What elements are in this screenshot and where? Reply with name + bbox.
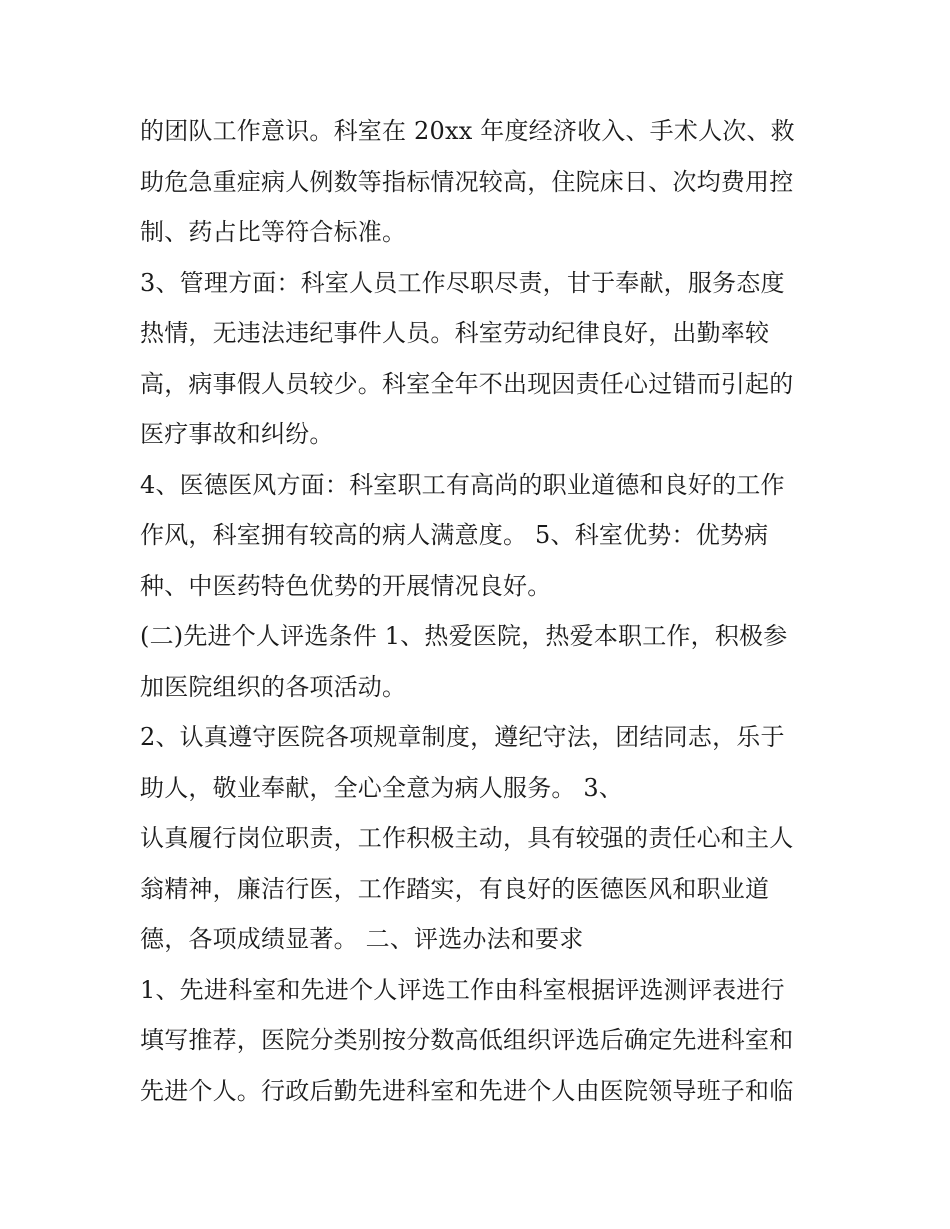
text-line: 1、先进科室和先进个人评选工作由科室根据评选测评表进行 <box>140 975 785 1004</box>
text-line: 翁精神，廉洁行医，工作踏实，有良好的医德医风和职业道 <box>140 874 770 903</box>
text-line: 助人，敬业奉献，全心全意为病人服务。 3、 <box>140 773 624 802</box>
text-line: 填写推荐，医院分类别按分数高低组织评选后确定先进科室和 <box>140 1026 794 1054</box>
text-line: 助危急重症病人例数等指标情况较高，住院床日、次均费用控 <box>140 167 794 196</box>
text-line: 高，病事假人员较少。科室全年不出现因责任心过错而引起的 <box>140 369 794 398</box>
document-body <box>140 106 820 1116</box>
text-line: 加医院组织的各项活动。 <box>140 672 407 701</box>
text-line: 医疗事故和纠纷。 <box>140 420 334 448</box>
text-line: 种、中医药特色优势的开展情况良好。 <box>140 571 552 600</box>
text-line: 认真履行岗位职责，工作积极主动，具有较强的责任心和主人 <box>140 824 794 852</box>
text-line: 德，各项成绩显著。 二、评选办法和要求 <box>140 925 584 953</box>
text-line: 3、管理方面：科室人员工作尽职尽责，甘于奉献，服务态度 <box>140 268 785 297</box>
text-line: 热情，无违法违纪事件人员。科室劳动纪律良好，出勤率较 <box>140 319 770 347</box>
text-line: (二)先进个人评选条件 1、热爱医院，热爱本职工作，积极参 <box>140 622 788 650</box>
text-line: 先进个人。行政后勤先进科室和先进个人由医院领导班子和临 <box>140 1076 794 1105</box>
text-line: 制、药占比等符合标准。 <box>140 218 407 246</box>
text-line: 作风，科室拥有较高的病人满意度。 5、科室优势：优势病 <box>140 521 769 549</box>
text-line: 的团队工作意识。科室在 20xx 年度经济收入、手术人次、救 <box>140 117 795 145</box>
text-line: 2、认真遵守医院各项规章制度，遵纪守法，团结同志，乐于 <box>140 723 785 751</box>
text-line: 4、医德医风方面：科室职工有高尚的职业道德和良好的工作 <box>140 470 785 499</box>
